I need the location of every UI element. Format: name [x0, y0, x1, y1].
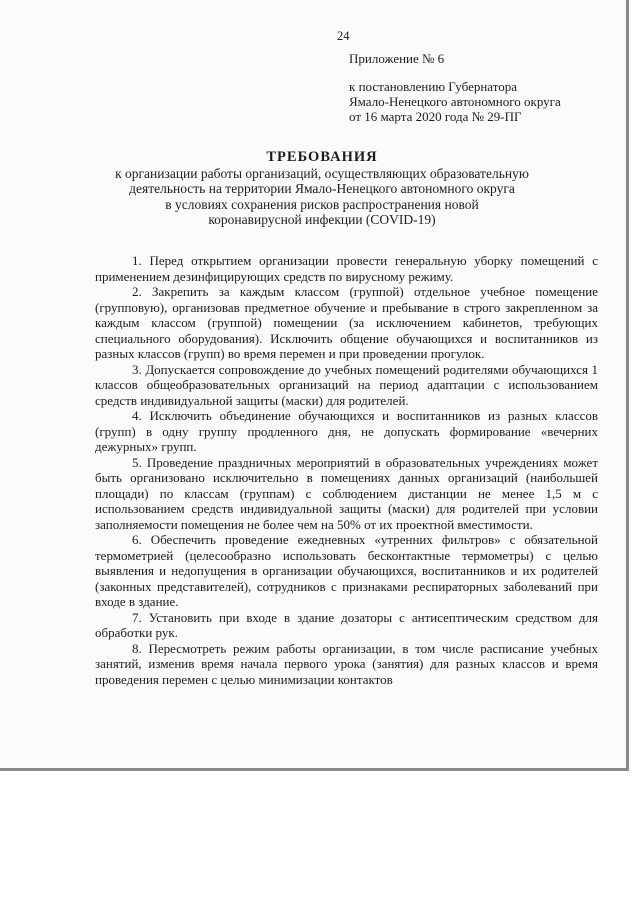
- paragraph-3: 3. Допускается сопровождение до учебных помещений родителями обучающихся 1 классов общеобразовательных организаций на период адаптации с использованием средств индивидуальной защиты (маски) для родителей.: [95, 361, 598, 408]
- page-number: 24: [337, 29, 350, 43]
- paragraph-4: 4. Исключить объединение обучающихся и воспитанников из разных классов (групп) в одну группу продленного дня, не допускать формирование «вечерних дежурных» групп.: [95, 408, 598, 454]
- annex-block: [349, 51, 561, 124]
- heading-line: коронавирусной инфекции (COVID-19): [208, 211, 436, 227]
- annex-line: Ямало-Ненецкого автономного округа: [349, 94, 561, 109]
- document-title: ТРЕБОВАНИЯ: [266, 149, 378, 165]
- paragraph-8: 8. Пересмотреть режим работы организации, в том числе расписание учебных занятий, изменив время начала первого урока (занятия) для разных классов и время проведения перемен с целью минимизации контактов: [95, 640, 598, 687]
- paragraph-2: 2. Закрепить за каждым классом (группой) отдельное учебное помещение (групповую), организовав предметное обучение и пребывание в строго закрепленном за каждым классом (группой) помещении (за исключением кабинетов, требующих специального оборудования). Исключить общение обучающихся и воспитанников из разных классов (групп) во время перемен и при проведении прогулок.: [95, 284, 598, 361]
- heading-line: деятельность на территории Ямало-Ненецкого автономного округа: [129, 181, 515, 197]
- document-body: [95, 253, 598, 687]
- annex-line: к постановлению Губернатора: [349, 79, 518, 94]
- paragraph-1: 1. Перед открытием организации провести генеральную уборку помещений с применением дезинфицирующих средств по вирусному режиму.: [95, 253, 598, 284]
- annex-line: от 16 марта 2020 года № 29-ПГ: [349, 109, 522, 124]
- paragraph-6: 6. Обеспечить проведение ежедневных «утренних фильтров» с обязательной термометрией (целесообразно использовать бесконтактные термометры) с целью выявления и недопущения в организации обучающихся, воспитанников и их родителей (законных представителей), сотрудников с признаками респираторных заболеваний при входе в здание.: [95, 532, 598, 609]
- heading-line: к организации работы организаций, осуществляющих образовательную: [115, 166, 529, 181]
- heading-line: в условиях сохранения рисков распространения новой: [165, 196, 479, 212]
- paragraph-7: 7. Установить при входе в здание дозаторы с антисептическим средством для обработки рук.: [95, 609, 598, 640]
- annex-number: Приложение № 6: [349, 51, 445, 66]
- document-heading: [60, 149, 584, 227]
- paragraph-5: 5. Проведение праздничных мероприятий в образовательных учреждениях может быть организовано исключительно в помещениях данных организаций (наибольшей площади) по классам (группам) с соблюдением дистанции не менее 1,5 м с использованием средств индивидуальной защиты (маски) для родителей при условии заполняемости помещения не более чем на 50% от их проектной вместимости.: [95, 454, 598, 532]
